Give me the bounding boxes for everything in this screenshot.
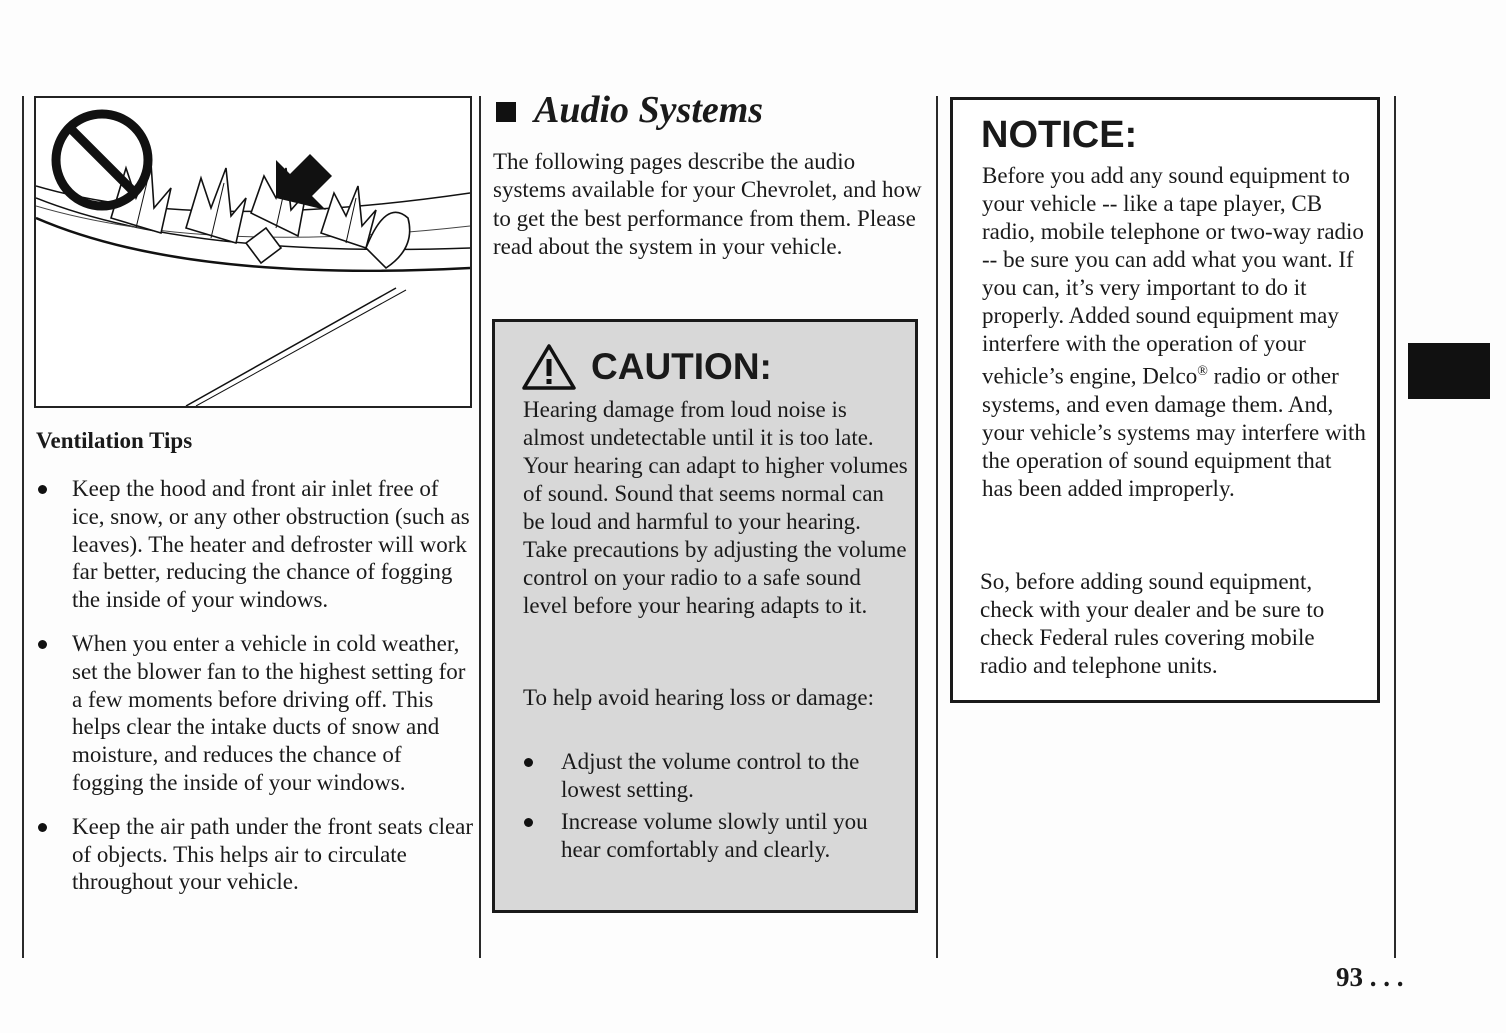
notice-heading: NOTICE:	[981, 114, 1138, 156]
square-bullet-icon	[496, 102, 516, 122]
tip-text: Keep the air path under the front seats clear of objects. This helps air to circulate throughout your vehicle.	[72, 813, 474, 895]
caution-item-text: Adjust the volume control to the lowest setting.	[561, 749, 860, 802]
caution-box	[492, 319, 918, 913]
caution-heading-text: CAUTION:	[591, 346, 772, 387]
list-item	[36, 630, 476, 797]
caution-body: Hearing damage from loud noise is almost undetectable until it is too late. Your hearing can adapt to higher volumes of sound. Sound that seems normal can be loud and harmful to your hearing. Take precautions by adjusting the volume control on your radio to a safe sound level before your hearing adapts to it.	[523, 397, 908, 618]
bullet-icon	[524, 818, 533, 827]
audio-systems-title-text: Audio Systems	[534, 89, 764, 131]
list-item	[523, 748, 908, 804]
list-item	[523, 808, 908, 864]
caution-item-text: Increase volume slowly until you hear comfortably and clearly.	[561, 809, 868, 862]
section-title	[494, 88, 763, 132]
caution-list	[523, 748, 908, 868]
page-number: 93 . . .	[1336, 962, 1404, 992]
column-rule-middle	[479, 96, 481, 958]
bullet-icon	[38, 640, 47, 649]
notice-text: Before you add any sound equipment to your vehicle -- like a tape player, CB radio, mobile telephone or two-way radio -- be sure you can add what you want. If you can, it’s very important to do it properly. Added sound equipment may interfere with the operation of your vehicle’s engine, Delco	[982, 163, 1364, 389]
warning-triangle-icon	[521, 342, 577, 392]
column-rule-outer	[1394, 96, 1396, 958]
registered-mark: ®	[1197, 364, 1208, 379]
notice-paragraph-2: So, before adding sound equipment, check with your dealer and be sure to check Federal rules covering mobile radio and telephone units.	[980, 569, 1325, 678]
caution-heading	[521, 342, 772, 392]
notice-paragraph-1	[982, 162, 1367, 503]
bullet-icon	[524, 758, 533, 767]
notice-text: radio or other systems, and even damage them. And, your vehicle’s systems may interfere with the operation of sound equipment that has been added improperly.	[982, 363, 1366, 501]
list-item	[36, 475, 476, 614]
audio-intro-paragraph: The following pages describe the audio systems available for your Chevrolet, and how to get the best performance from them. Please read about the system in your vehicle.	[493, 149, 922, 259]
caution-subhead: To help avoid hearing loss or damage:	[523, 685, 874, 710]
list-item	[36, 813, 476, 896]
column-rule-right	[936, 96, 938, 958]
ventilation-illustration	[34, 96, 472, 408]
section-tab-marker	[1408, 343, 1490, 399]
tip-text: When you enter a vehicle in cold weather, set the blower fan to the highest setting for a few moments before driving off. This helps clear the intake ducts of snow and moisture, and reduces the chance of fogging the inside of your windows.	[72, 630, 466, 795]
notice-box	[950, 97, 1380, 703]
column-rule-left	[22, 96, 24, 958]
ventilation-tips-list	[36, 475, 476, 912]
tip-text: Keep the hood and front air inlet free of ice, snow, or any other obstruction (such as leaves). The heater and defroster will work far better, reducing the chance of fogging the inside of your windows.	[72, 476, 470, 613]
bullet-icon	[38, 485, 47, 494]
bullet-icon	[38, 823, 47, 832]
ventilation-tips-heading: Ventilation Tips	[36, 428, 193, 453]
